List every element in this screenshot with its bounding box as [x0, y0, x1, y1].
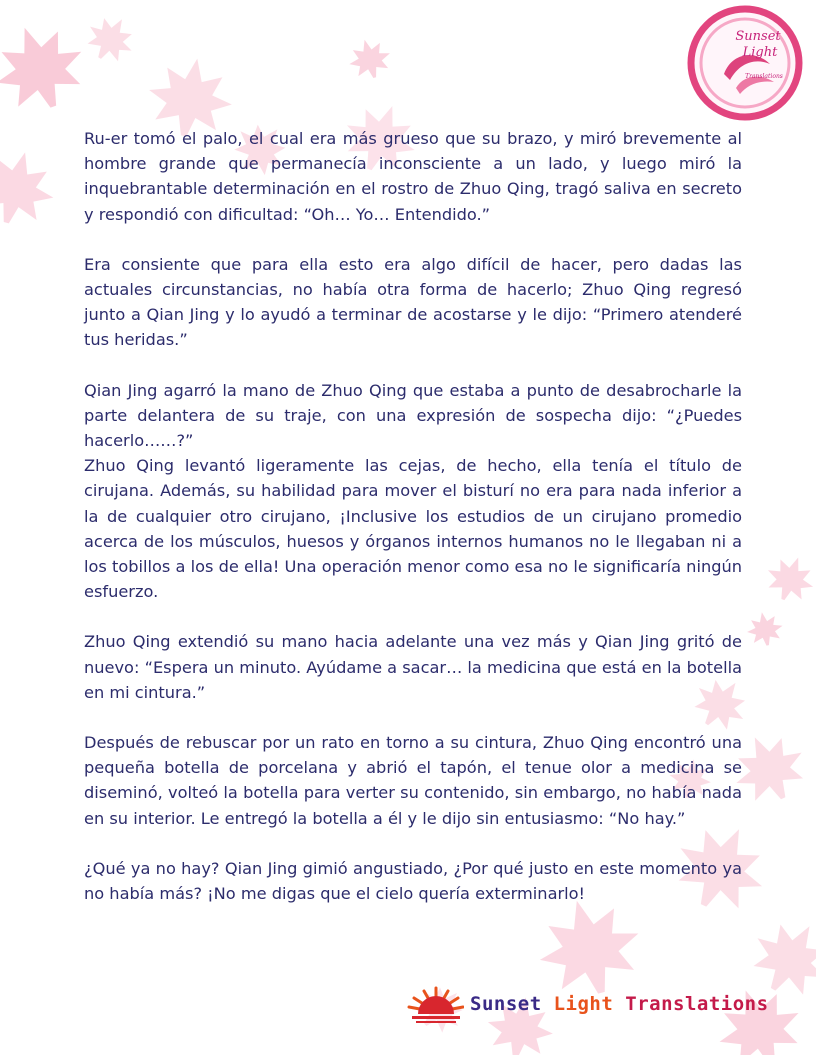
paragraph: Qian Jing agarró la mano de Zhuo Qing que estaba a punto de desabrocharle la parte delantera de su traje, con una expresión de sospecha dijo: “¿Puedes hacerlo……?”: [84, 380, 742, 451]
maple-leaf-icon: [744, 609, 785, 648]
footer-brand: [470, 993, 769, 1015]
logo-line2: Light: [742, 45, 778, 60]
footer-word-translations: Translations: [625, 993, 769, 1015]
maple-leaf-icon: [79, 7, 143, 70]
site-logo: [686, 4, 804, 122]
rising-sun-icon: [404, 982, 464, 1026]
paragraph: ¿Qué ya no hay? Qian Jing gimió angustiado, ¿Por qué justo en este momento ya no había más? ¡No me digas que el cielo quería exterminarlo!: [84, 858, 742, 904]
paragraph: Era consiente que para ella esto era algo difícil de hacer, pero dadas las actuales circunstancias, no había otra forma de hacerlo; Zhuo Qing regresó junto a Qian Jing y lo ayudó a terminar de acostarse y le dijo: “Primero atenderé tus heridas.”: [84, 254, 742, 350]
maple-leaf-icon: [760, 549, 816, 608]
logo-line1: Sunset: [735, 29, 781, 44]
lotus-flower-icon: [686, 4, 804, 122]
footer-word-sunset: Sunset: [470, 993, 542, 1015]
chapter-text: [84, 126, 742, 931]
paragraph: Ru-er tomó el palo, el cual era más grueso que su brazo, y miró brevemente al hombre grande que permanecía inconsciente a un lado, y luego miró la inquebrantable determinación en el rostro de Zhuo Qing, tragó saliva en secreto y respondió con dificultad: “Oh… Yo… Entendido.”: [84, 129, 742, 224]
paragraph: Después de rebuscar por un rato en torno a su cintura, Zhuo Qing encontró una pequeña botella de porcelana y abrió el tapón, el tenue olor a medicina se diseminó, volteó la botella para verter su contenido, sin embargo, no había nada en su interior. Le entregó la botella a él y le dijo sin entusiasmo: “No hay.”: [84, 733, 742, 828]
paragraph: Zhuo Qing levantó ligeramente las cejas, de hecho, ella tenía el título de cirujana. Además, su habilidad para mover el bisturí no era para nada inferior a la de cualquier otro cirujano, ¡Inclusive los estudios de un cirujano promedio acerca de los músculos, huesos y órganos internos humanos no le llegaban ni a los tobillos a los de ella! Una operación menor como esa no le significaría ningún esfuerzo.: [84, 456, 742, 602]
footer-word-light: Light: [553, 993, 614, 1015]
logo-line3: Translations: [745, 73, 783, 80]
maple-leaf-icon: [0, 142, 63, 233]
maple-leaf-icon: [344, 34, 395, 83]
paragraph: Zhuo Qing extendió su mano hacia adelante una vez más y Qian Jing gritó de nuevo: “Espera un minuto. Ayúdame a sacar… la medicina que está en la botella en mi cintura.”: [84, 632, 742, 702]
maple-leaf-icon: [0, 12, 96, 122]
